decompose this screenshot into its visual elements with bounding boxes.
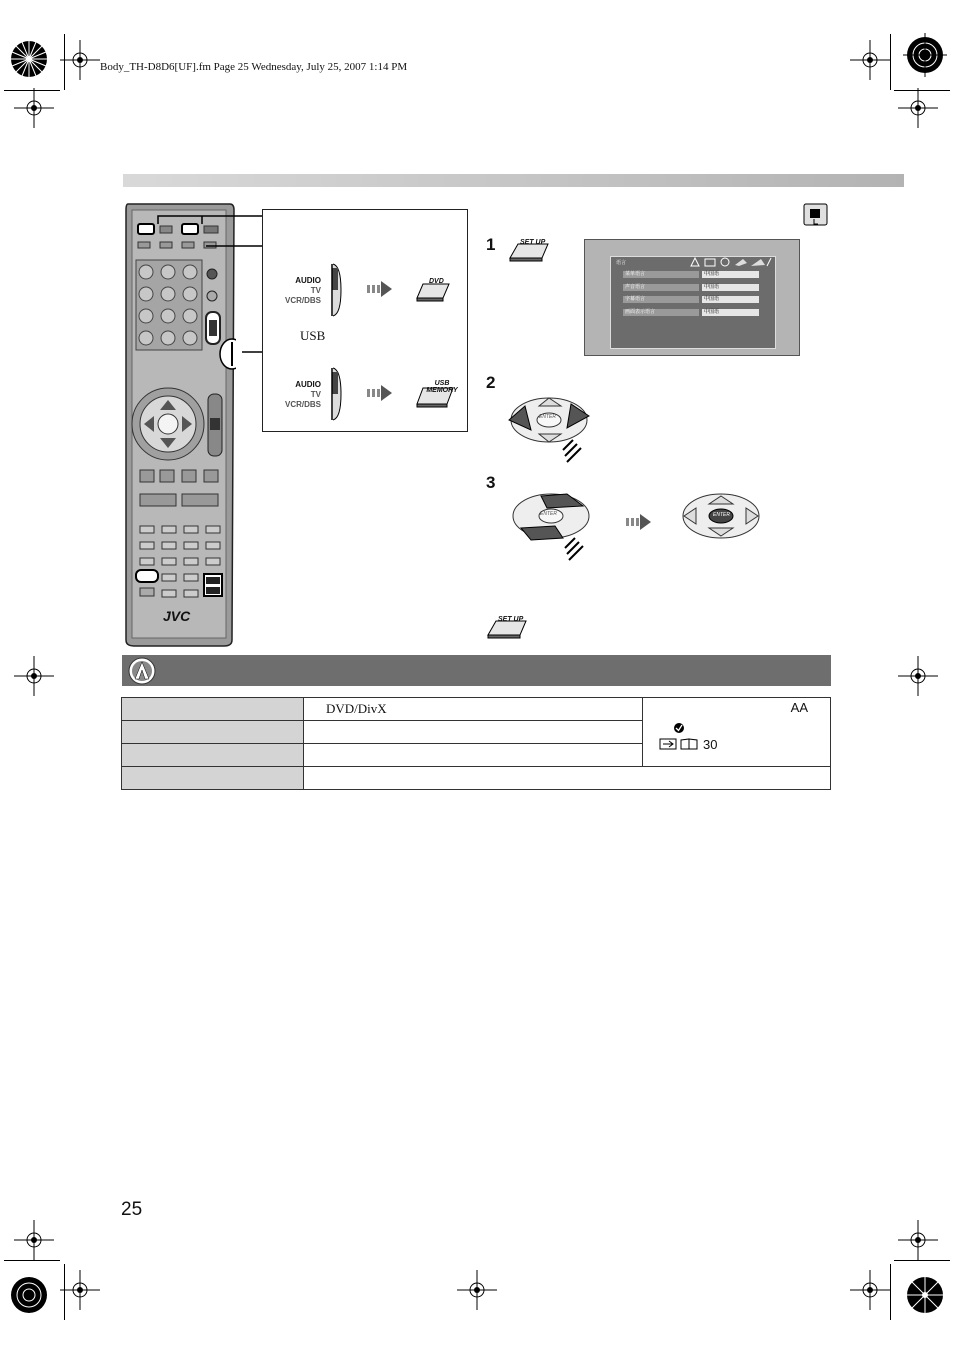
a-circle-icon: [127, 656, 157, 686]
step-number: 3: [486, 473, 496, 492]
source-labels-lower: [269, 380, 321, 410]
trim-line: [4, 1260, 60, 1261]
menu-row[interactable]: [623, 309, 759, 316]
crosshair-mark: [850, 1270, 890, 1310]
crosshair-mark: [60, 1270, 100, 1310]
table-row: [122, 767, 831, 790]
dvd-key-label: DVD: [429, 278, 444, 285]
source-slider-icon: [329, 262, 345, 318]
arrow-right-icon: [626, 513, 652, 531]
trim-line: [64, 34, 65, 90]
note-code: AA: [790, 700, 808, 715]
crosshair-mark: [60, 40, 100, 80]
audio-label: AUDIO: [295, 380, 321, 389]
table-cell: DVD/DivX: [304, 698, 643, 721]
table-row-header: [122, 698, 304, 721]
trim-line: [64, 1264, 65, 1320]
table-row-header: [122, 721, 304, 744]
table-row-header: [122, 767, 304, 790]
menu-title: 语言: [616, 260, 627, 266]
menu-row[interactable]: [623, 271, 759, 278]
note-page-ref: 30: [703, 737, 718, 752]
vcr-dbs-label: VCR/DBS: [284, 400, 321, 409]
source-select-callout: [262, 209, 468, 432]
tv-label: TV: [310, 286, 321, 295]
menu-category-icons: [687, 257, 773, 267]
arrow-right-icon: [367, 280, 393, 298]
crosshair-mark: [850, 40, 890, 80]
crosshair-mark: [14, 1220, 54, 1260]
enter-label: ENTER: [539, 414, 556, 420]
menu-row-value: 中国语: [702, 271, 759, 278]
trim-line: [4, 90, 60, 91]
arrow-right-icon: [367, 384, 393, 402]
setup-menu-screen: [584, 239, 800, 356]
source-labels-upper: [269, 276, 321, 306]
enter-label: ENTER: [540, 511, 557, 517]
crosshair-mark: [457, 1270, 497, 1310]
trim-line: [894, 1260, 950, 1261]
setup-menu-panel: [610, 256, 776, 349]
menu-row-value: 中国语: [702, 296, 759, 303]
remote-brand-logo: JVC: [163, 608, 191, 624]
table-cell: [304, 721, 643, 744]
usb-memory-key-label: USB MEMORY: [426, 380, 458, 394]
crosshair-mark: [14, 88, 54, 128]
trim-line: [890, 34, 891, 90]
registration-mark: [4, 34, 54, 84]
step-number: 1: [486, 235, 496, 254]
page-reference-icon: [659, 737, 699, 751]
menu-row-label: 字幕语言: [623, 296, 699, 303]
audio-label: AUDIO: [295, 276, 321, 285]
crosshair-mark: [898, 656, 938, 696]
check-icon: [673, 722, 685, 734]
menu-row-label: 画面表示语言: [623, 309, 699, 316]
language-spec-table: [121, 697, 831, 790]
crosshair-mark: [14, 656, 54, 696]
vcr-dbs-label: VCR/DBS: [284, 296, 321, 305]
page-number: 25: [121, 1199, 143, 1220]
disc-type-icon: [803, 203, 829, 227]
menu-row-value: 中国语: [702, 309, 759, 316]
menu-row[interactable]: [623, 284, 759, 291]
cursor-pad-up-down-icon: [507, 490, 597, 562]
menu-row[interactable]: [623, 296, 759, 303]
menu-row-value: 中国语: [702, 284, 759, 291]
crosshair-mark: [898, 88, 938, 128]
tv-label: TV: [310, 390, 321, 399]
cursor-pad-left-right-icon: [505, 392, 595, 464]
menu-row-label: 菜单语言: [623, 271, 699, 278]
trim-line: [894, 90, 950, 91]
table-note-cell: [643, 698, 831, 767]
source-slider-icon: [329, 366, 345, 422]
file-info-header: Body_TH-D8D6[UF].fm Page 25 Wednesday, July 25, 2007 1:14 PM: [100, 61, 408, 73]
table-cell: [304, 744, 643, 767]
setup-key-label: SET UP: [520, 239, 546, 246]
registration-mark: [900, 1270, 950, 1320]
trim-line: [890, 1264, 891, 1320]
registration-mark: [900, 30, 950, 80]
setup-key-label: SET UP: [498, 616, 524, 623]
table-row-header: [122, 744, 304, 767]
step-number: 2: [486, 373, 496, 392]
registration-mark: [4, 1270, 54, 1320]
callout-connectors: [150, 210, 270, 360]
table-row: [122, 698, 831, 721]
table-cell: [304, 767, 831, 790]
section-header-bar: [122, 655, 831, 686]
title-bar: [123, 174, 904, 187]
usb-label: USB: [300, 328, 326, 343]
menu-row-label: 声音语言: [623, 284, 699, 291]
crosshair-mark: [898, 1220, 938, 1260]
enter-label: ENTER: [713, 512, 730, 518]
